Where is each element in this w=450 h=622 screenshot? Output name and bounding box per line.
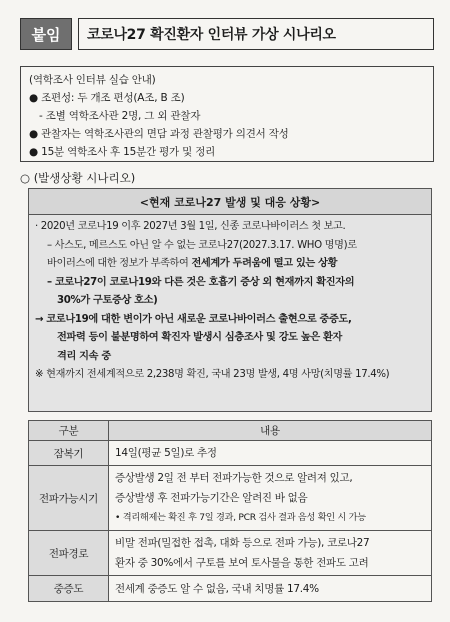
row-label: 잠복기 (29, 441, 109, 466)
row-label: 전파경로 (29, 531, 109, 576)
row-text: 증상발생 2일 전 부터 전파가능한 것으로 알려져 있고, (115, 472, 353, 484)
table-header-cell: 내용 (109, 421, 432, 441)
scenario-emphasis: 전세계가 두려움에 떨고 있는 상황 (191, 258, 338, 269)
interview-guide-box (20, 66, 434, 162)
document-header (20, 18, 434, 50)
scenario-line (35, 255, 425, 274)
scenario-emphasis: – 코로나27이 코로나19와 다른 것은 호흡기 증상 외 현재까지 확진자의 (47, 276, 355, 288)
row-value (109, 466, 432, 531)
table-header-cell: 구분 (29, 421, 109, 441)
guide-title: (역학조사 인터뷰 실습 안내) (29, 74, 156, 86)
disease-info-table (28, 420, 432, 602)
row-text: 증상발생 후 전파가능기간은 알려진 바 없음 (115, 492, 308, 504)
row-text: 전세계 중증도 알 수 없음, 국내 치명률 17.4% (115, 582, 319, 595)
row-note: • 격리해제는 확진 후 7일 경과, PCR 검사 결과 음성 확인 시 가능 (115, 512, 366, 523)
row-label: 전파가능시기 (29, 466, 109, 531)
scenario-line (35, 348, 425, 367)
attachment-tag: 붙임 (20, 18, 72, 50)
row-text: 14일(평균 5일)로 추정 (115, 447, 217, 459)
scenario-emphasis: 전파력 등이 불분명하여 확진자 발생시 심층조사 및 강도 높은 환자 (57, 332, 343, 343)
table-row (29, 466, 432, 531)
table-row (29, 576, 432, 602)
row-text: 비말 전파(밀접한 접촉, 대화 등으로 전파 가능), 코로나27 (115, 537, 370, 549)
scenario-line (35, 329, 425, 348)
scenario-line (35, 311, 425, 330)
section-title: ○ (발생상황 시나리오) (20, 171, 136, 185)
guide-item: ● 조편성: 두 개조 편성(A조, B 조) (29, 92, 185, 104)
document-title: 코로나27 확진환자 인터뷰 가상 시나리오 (78, 18, 434, 50)
table-header-row (29, 421, 432, 441)
guide-item: - 조별 역학조사관 2명, 그 외 관찰자 (39, 110, 201, 122)
table-row (29, 441, 432, 466)
scenario-line: – 사스도, 메르스도 아닌 알 수 없는 코로나27(2027.3.17. WHO 명명)로 (47, 239, 357, 251)
scenario-heading: <현재 코로나27 발생 및 대응 상황> (29, 189, 431, 215)
scenario-emphasis: 30%가 구토증상 호소) (57, 295, 158, 306)
row-value (109, 441, 432, 466)
table-row (29, 531, 432, 576)
row-label: 중증도 (29, 576, 109, 602)
scenario-text: 바이러스에 대한 정보가 부족하여 (47, 258, 192, 269)
scenario-line (35, 274, 425, 293)
scenario-line (35, 292, 425, 311)
scenario-box (28, 188, 432, 412)
scenario-line: · 2020년 코로나19 이후 2027년 3월 1일, 신종 코로나바이러스 첫 보고. (35, 221, 346, 232)
scenario-emphasis: 격리 지속 중 (57, 350, 111, 362)
row-text: 환자 중 30%에서 구토를 보여 토사물을 통한 전파도 고려 (115, 557, 369, 569)
scenario-body (29, 215, 431, 385)
row-value (109, 576, 432, 602)
row-value (109, 531, 432, 576)
guide-item: ● 관찰자는 역학조사관의 면담 과정 관찰평가 의견서 작성 (29, 128, 289, 140)
scenario-note: ※ 현재까지 전세계적으로 2,238명 확진, 국내 23명 발생, 4명 사망(치명률 17.4%) (35, 369, 390, 380)
guide-item: ● 15분 역학조사 후 15분간 평가 및 정리 (29, 146, 216, 158)
scenario-emphasis: → 코로나19에 대한 변이가 아닌 새로운 코로나바이러스 출현으로 중증도, (35, 313, 352, 325)
